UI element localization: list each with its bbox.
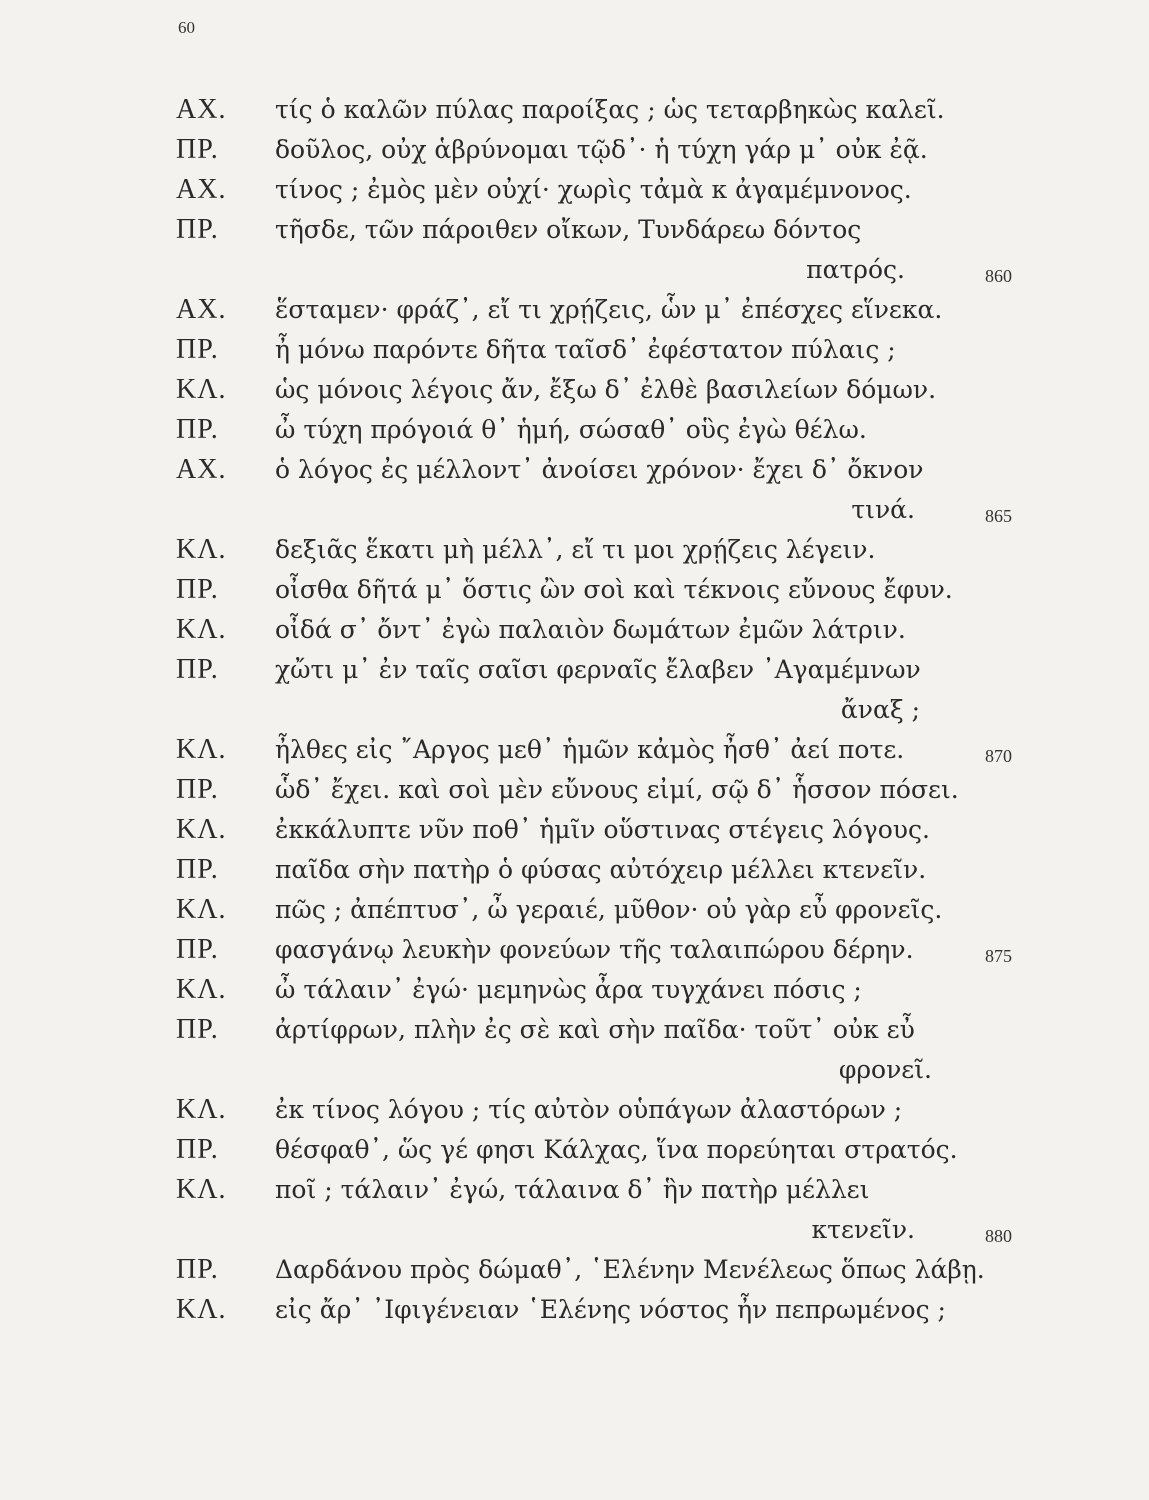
speaker-label: ΚΛ. xyxy=(176,1094,227,1125)
speaker-label: ΠΡ. xyxy=(176,414,219,445)
page-number: 60 xyxy=(178,18,195,37)
line-number: 875 xyxy=(985,946,1012,966)
speaker-label: ΠΡ. xyxy=(176,774,219,805)
verse-line xyxy=(0,1010,1149,1050)
verse-continuation xyxy=(0,250,1149,290)
line-number: 880 xyxy=(985,1226,1012,1246)
speaker-label: ΠΡ. xyxy=(176,334,219,365)
speaker-label: ΚΛ. xyxy=(176,534,227,565)
speaker-label: ΠΡ. xyxy=(176,654,219,685)
verse-text: δεξιᾶς ἕκατι μὴ μέλλ᾽, εἴ τι μοι χρῄζεις λέγειν. xyxy=(275,535,876,564)
verse-text: ὦ τάλαιν᾽ ἐγώ· μεμηνὼς ἆρα τυγχάνει πόσις ; xyxy=(275,975,862,1004)
verse-line xyxy=(0,170,1149,210)
verse-text: οἶδά σ᾽ ὄντ᾽ ἐγὼ παλαιὸν δωμάτων ἐμῶν λάτριν. xyxy=(275,615,906,644)
verse-text: φρονεῖ. xyxy=(838,1055,932,1084)
verse-text: οἶσθα δῆτά μ᾽ ὅστις ὢν σοὶ καὶ τέκνοις εὔνους ἔφυν. xyxy=(275,575,953,604)
speaker-label: ΠΡ. xyxy=(176,934,219,965)
speaker-label: ΚΛ. xyxy=(176,1294,227,1325)
verse-text: ἦλθες εἰς ῎Αργος μεθ᾽ ἡμῶν κἀμὸς ἦσθ᾽ ἀεί ποτε. xyxy=(275,735,905,764)
speaker-label: ΠΡ. xyxy=(176,854,219,885)
verse-line xyxy=(0,370,1149,410)
verse-line xyxy=(0,810,1149,850)
verse-line xyxy=(0,850,1149,890)
verse-line xyxy=(0,1290,1149,1330)
verse-text: ὡς μόνοις λέγοις ἄν, ἔξω δ᾽ ἐλθὲ βασιλείων δόμων. xyxy=(275,375,937,404)
speaker-label: ΚΛ. xyxy=(176,974,227,1005)
verse-text: κτενεῖν. xyxy=(811,1215,915,1244)
speaker-label: ΠΡ. xyxy=(176,214,219,245)
verse-line xyxy=(0,970,1149,1010)
verse-line xyxy=(0,130,1149,170)
verse-line xyxy=(0,450,1149,490)
verse-line xyxy=(0,1250,1149,1290)
verse-text: ὁ λόγος ἐς μέλλοντ᾽ ἀνοίσει χρόνον· ἔχει δ᾽ ὄκνον xyxy=(275,455,924,484)
line-number: 870 xyxy=(985,746,1012,766)
speaker-label: ΑΧ. xyxy=(176,174,227,205)
verse-text: φασγάνῳ λευκὴν φονεύων τῆς ταλαιπώρου δέρην. xyxy=(275,935,914,964)
verse-text: ἐκ τίνος λόγου ; τίς αὐτὸν οὑπάγων ἀλαστόρων ; xyxy=(275,1095,903,1124)
verse-line xyxy=(0,890,1149,930)
verse-line xyxy=(0,730,1149,770)
speaker-label: ΠΡ. xyxy=(176,1014,219,1045)
verse-text: πατρός. xyxy=(806,255,905,284)
verse-line xyxy=(0,210,1149,250)
verse-line xyxy=(0,90,1149,130)
verse-text: ἀρτίφρων, πλὴν ἐς σὲ καὶ σὴν παῖδα· τοῦτ᾽ οὐκ εὖ xyxy=(275,1015,915,1044)
speaker-label: ΑΧ. xyxy=(176,94,227,125)
verse-text: τίς ὁ καλῶν πύλας παροίξας ; ὡς τεταρβηκὼς καλεῖ. xyxy=(275,95,945,124)
verse-line xyxy=(0,570,1149,610)
verse-continuation xyxy=(0,690,1149,730)
verse-text: ὧδ᾽ ἔχει. καὶ σοὶ μὲν εὔνους εἰμί, σῷ δ᾽ ἧσσον πόσει. xyxy=(275,775,959,804)
verse-lines xyxy=(0,90,1149,1330)
verse-text: ἕσταμεν· φράζ᾽, εἴ τι χρῄζεις, ὧν μ᾽ ἐπέσχες εἵνεκα. xyxy=(275,295,943,324)
verse-line xyxy=(0,610,1149,650)
verse-continuation xyxy=(0,490,1149,530)
speaker-label: ΠΡ. xyxy=(176,134,219,165)
verse-continuation xyxy=(0,1210,1149,1250)
speaker-label: ΠΡ. xyxy=(176,574,219,605)
verse-continuation xyxy=(0,1050,1149,1090)
verse-text: πῶς ; ἀπέπτυσ᾽, ὦ γεραιέ, μῦθον· οὐ γὰρ εὖ φρονεῖς. xyxy=(275,895,943,924)
verse-text: δοῦλος, οὐχ ἁβρύνομαι τῷδ᾽· ἡ τύχη γάρ μ᾽ οὐκ ἐᾷ. xyxy=(275,135,928,164)
verse-text: τινά. xyxy=(851,495,915,524)
verse-text: τῆσδε, τῶν πάροιθεν οἴκων, Τυνδάρεω δόντος xyxy=(275,215,862,244)
speaker-label: ΠΡ. xyxy=(176,1134,219,1165)
verse-text: Δαρδάνου πρὸς δώμαθ᾽, ῾Ελένην Μενέλεως ὅπως λάβῃ. xyxy=(275,1255,985,1284)
verse-text: εἰς ἄρ᾽ ᾽Ιφιγένειαν ῾Ελένης νόστος ἦν πεπρωμένος ; xyxy=(275,1295,946,1324)
speaker-label: ΚΛ. xyxy=(176,1174,227,1205)
verse-line xyxy=(0,1130,1149,1170)
verse-line xyxy=(0,1170,1149,1210)
verse-text: θέσφαθ᾽, ὥς γέ φησι Κάλχας, ἵνα πορεύηται στρατός. xyxy=(275,1135,958,1164)
verse-line xyxy=(0,410,1149,450)
verse-text: ἐκκάλυπτε νῦν ποθ᾽ ἡμῖν οὕστινας στέγεις λόγους. xyxy=(275,815,930,844)
line-number: 865 xyxy=(985,506,1012,526)
verse-text: ὦ τύχη πρόγοιά θ᾽ ἡμή, σώσαθ᾽ οὓς ἐγὼ θέλω. xyxy=(275,415,867,444)
speaker-label: ΚΛ. xyxy=(176,814,227,845)
verse-text: ἦ μόνω παρόντε δῆτα ταῖσδ᾽ ἐφέστατον πύλαις ; xyxy=(275,335,896,364)
speaker-label: ΚΛ. xyxy=(176,734,227,765)
speaker-label: ΚΛ. xyxy=(176,894,227,925)
speaker-label: ΚΛ. xyxy=(176,374,227,405)
verse-line xyxy=(0,530,1149,570)
speaker-label: ΑΧ. xyxy=(176,454,227,485)
verse-line xyxy=(0,290,1149,330)
line-number: 860 xyxy=(985,266,1012,286)
verse-text: παῖδα σὴν πατὴρ ὁ φύσας αὐτόχειρ μέλλει κτενεῖν. xyxy=(275,855,927,884)
verse-line xyxy=(0,930,1149,970)
verse-line xyxy=(0,650,1149,690)
verse-text: ἄναξ ; xyxy=(840,695,920,724)
verse-text: ποῖ ; τάλαιν᾽ ἐγώ, τάλαινα δ᾽ ἣν πατὴρ μέλλει xyxy=(275,1175,870,1204)
speaker-label: ΑΧ. xyxy=(176,294,227,325)
verse-text: χὤτι μ᾽ ἐν ταῖς σαῖσι φερναῖς ἔλαβεν ᾽Αγαμέμνων xyxy=(275,655,921,684)
speaker-label: ΠΡ. xyxy=(176,1254,219,1285)
verse-line xyxy=(0,770,1149,810)
verse-line xyxy=(0,1090,1149,1130)
speaker-label: ΚΛ. xyxy=(176,614,227,645)
verse-text: τίνος ; ἐμὸς μὲν οὐχί· χωρὶς τἀμὰ κ ἀγαμέμνονος. xyxy=(275,175,912,204)
verse-line xyxy=(0,330,1149,370)
